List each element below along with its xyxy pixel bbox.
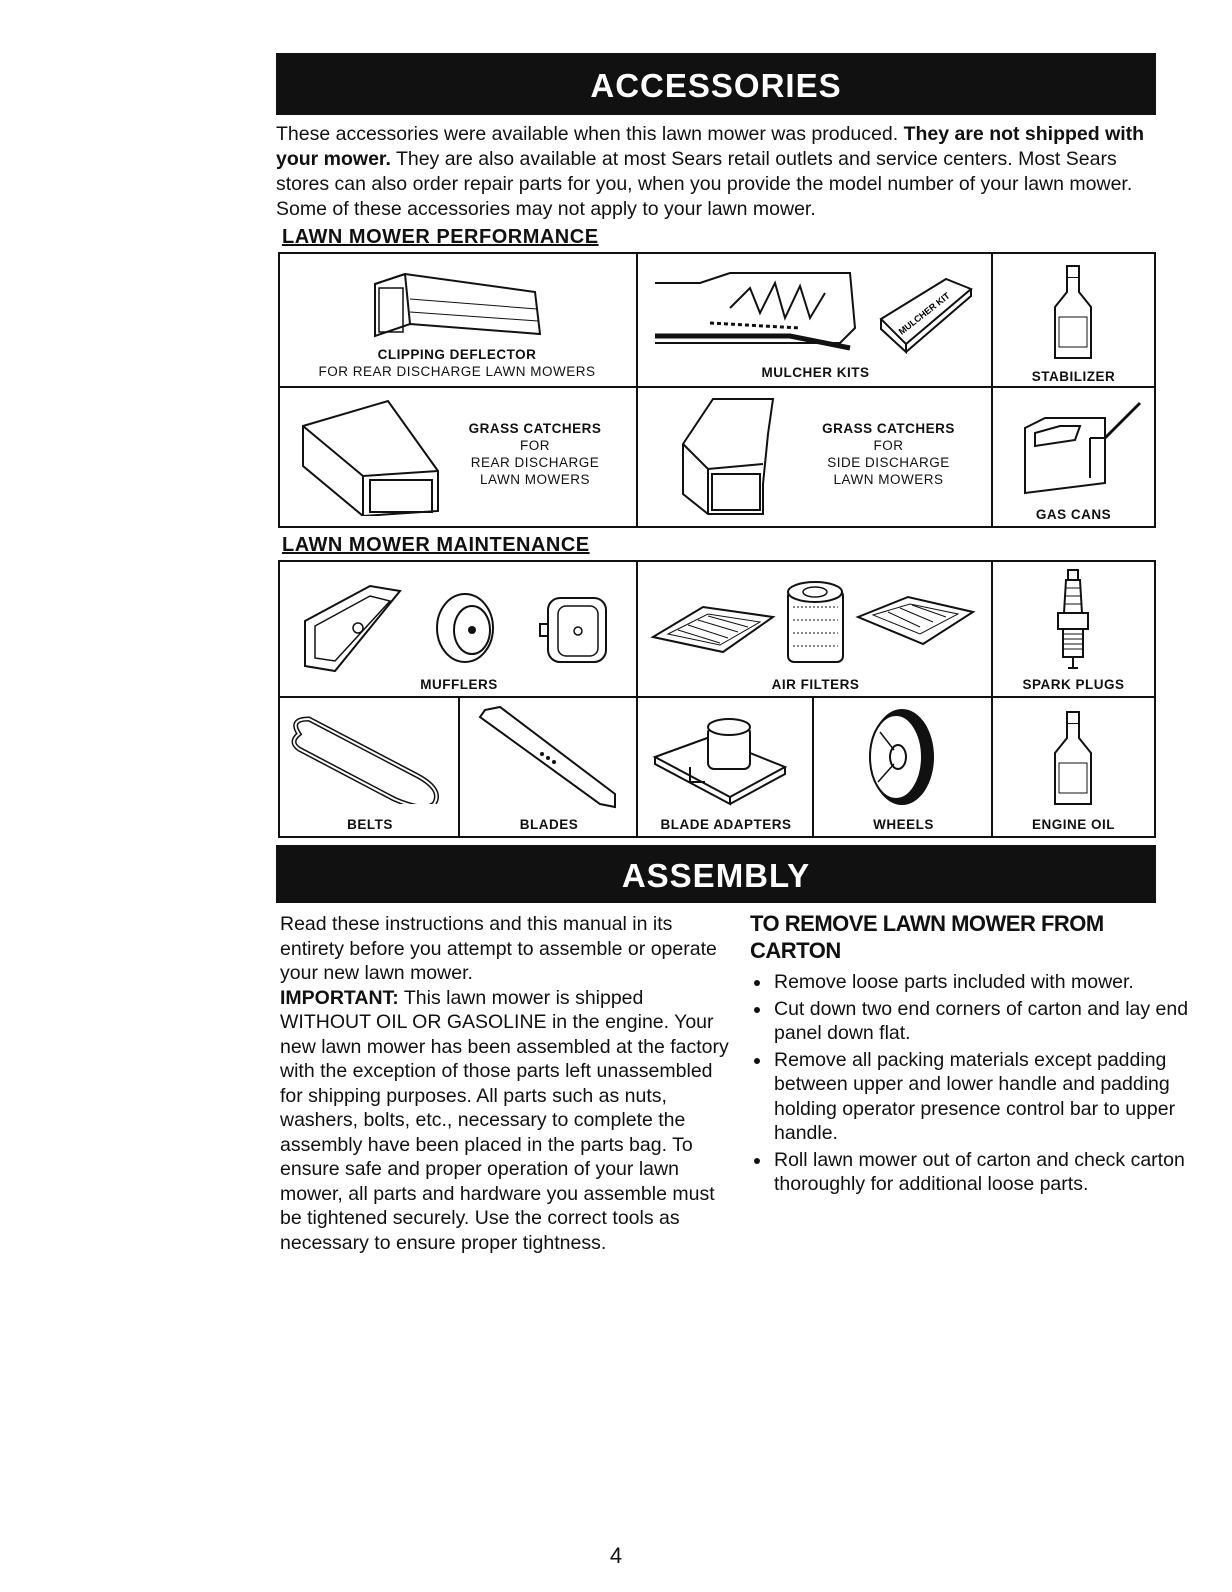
clipping-deflector-caption: CLIPPING DEFLECTOR bbox=[377, 347, 537, 362]
assembly-important-text: This lawn mower is shipped WITHOUT OIL OR GASOLINE in the engine. Your new lawn mower has been assembled at the factory with the exception of those parts left unassembled for shipping purposes. All parts such as nuts, washers, bolts, etc., necessary to complete the assembly have been placed in the parts bag. To ensure safe and proper operation of your lawn mower, all parts and hardware you assemble must be tightened securely. Use the correct tools as necessary to ensure proper tightness. bbox=[280, 986, 729, 1254]
list-item: • Cut down two end corners of carton and lay end panel down flat. bbox=[772, 997, 1190, 1046]
mulcher-blade-icon bbox=[650, 268, 870, 353]
stabilizer-cell bbox=[993, 254, 1154, 388]
mulcher-kit-box-label: MULCHER KIT bbox=[896, 290, 952, 337]
stabilizer-bottle-icon bbox=[1043, 262, 1103, 362]
belts-cell bbox=[280, 698, 460, 836]
clipping-deflector-icon bbox=[365, 264, 565, 354]
spark-plug-icon bbox=[1048, 568, 1098, 673]
engine-oil-cell bbox=[993, 698, 1154, 836]
gas-cans-cell bbox=[993, 388, 1154, 526]
remove-from-carton-heading: TO REMOVE LAWN MOWER FROM CARTON bbox=[750, 911, 1104, 963]
spark-plugs-cell bbox=[993, 562, 1154, 698]
air-filters-cell bbox=[638, 562, 993, 698]
gc-rear-caption-3: REAR DISCHARGE bbox=[470, 455, 600, 470]
grass-catcher-rear-cell bbox=[280, 388, 638, 526]
gc-rear-caption-1: GRASS CATCHERS bbox=[468, 421, 602, 436]
muffler-icon bbox=[290, 576, 630, 676]
performance-label-text: LAWN MOWER PERFORMANCE bbox=[282, 226, 599, 248]
engine-oil-bottle-icon bbox=[1043, 708, 1103, 808]
rear-grass-catcher-icon bbox=[298, 396, 448, 516]
engine-oil-caption: ENGINE OIL bbox=[1031, 817, 1115, 832]
mulcher-kit-box-icon bbox=[876, 274, 976, 354]
intro-text-1: These accessories were available when this lawn mower was produced. bbox=[276, 123, 904, 145]
blades-cell bbox=[460, 698, 638, 836]
important-label: IMPORTANT: bbox=[280, 986, 399, 1009]
accessories-intro bbox=[276, 122, 1162, 222]
gc-side-caption-2: FOR bbox=[873, 438, 904, 453]
mufflers-cell bbox=[280, 562, 638, 698]
gas-cans-caption: GAS CANS bbox=[1035, 507, 1112, 522]
remove-from-carton-steps bbox=[750, 970, 1190, 1197]
intro-bold-text: They are not shipped with your mower. bbox=[276, 123, 1145, 170]
gc-side-caption-3: SIDE DISCHARGE bbox=[827, 455, 950, 470]
belt-icon bbox=[284, 704, 454, 804]
stabilizer-caption: STABILIZER bbox=[1031, 369, 1116, 384]
performance-label bbox=[282, 226, 599, 249]
gas-can-icon bbox=[1005, 398, 1145, 498]
mufflers-caption: MUFFLERS bbox=[420, 677, 498, 692]
belts-caption: BELTS bbox=[347, 817, 393, 832]
blade-adapters-caption: BLADE ADAPTERS bbox=[660, 817, 792, 832]
list-item: • Roll lawn mower out of carton and check carton thoroughly for additional loose parts. bbox=[772, 1148, 1190, 1197]
air-filter-icon bbox=[648, 572, 978, 672]
remove-from-carton-section bbox=[750, 910, 1190, 1199]
gc-rear-caption-2: FOR bbox=[520, 438, 550, 453]
maintenance-label-text: LAWN MOWER MAINTENANCE bbox=[282, 534, 590, 556]
mulcher-kits-caption: MULCHER KITS bbox=[761, 365, 870, 380]
list-item: • Remove loose parts included with mower. bbox=[772, 970, 1190, 995]
clipping-deflector-subcaption: FOR REAR DISCHARGE LAWN MOWERS bbox=[318, 364, 596, 379]
gc-side-caption-4: LAWN MOWERS bbox=[833, 472, 944, 487]
spark-plugs-caption: SPARK PLUGS bbox=[1022, 677, 1125, 692]
accessories-banner: ACCESSORIES bbox=[276, 53, 1156, 115]
blade-adapter-icon bbox=[650, 712, 800, 812]
list-item: • Remove all packing materials except padding between upper and lower handle and padding holding operator presence control bar to upper handle. bbox=[772, 1048, 1190, 1146]
wheel-icon bbox=[860, 702, 940, 812]
maintenance-label bbox=[282, 534, 590, 557]
clipping-deflector-cell bbox=[280, 254, 638, 388]
intro-text-2: They are also available at most Sears retail outlets and service centers. Most Sears stores can also order repair parts for you, when you provide the model number of your lawn mower. Some of these accessories may not apply to your lawn mower. bbox=[276, 148, 1133, 220]
wheels-cell bbox=[814, 698, 993, 836]
air-filters-caption: AIR FILTERS bbox=[771, 677, 860, 692]
wheels-caption: WHEELS bbox=[873, 817, 934, 832]
grass-catcher-side-cell bbox=[638, 388, 993, 526]
assembly-instructions bbox=[280, 912, 730, 1255]
blade-icon bbox=[470, 702, 630, 812]
maintenance-grid bbox=[278, 560, 1156, 838]
blades-caption: BLADES bbox=[519, 817, 579, 832]
mulcher-kits-cell bbox=[638, 254, 993, 388]
assembly-banner: ASSEMBLY bbox=[276, 845, 1156, 903]
performance-grid bbox=[278, 252, 1156, 528]
gc-rear-caption-4: LAWN MOWERS bbox=[480, 472, 590, 487]
page-number: 4 bbox=[609, 1543, 623, 1568]
assembly-intro-text: Read these instructions and this manual in its entirety before you attempt to assemble or operate your new lawn mower. bbox=[280, 913, 717, 984]
side-grass-catcher-icon bbox=[678, 394, 788, 519]
gc-side-caption-1: GRASS CATCHERS bbox=[822, 421, 955, 436]
blade-adapters-cell bbox=[638, 698, 814, 836]
